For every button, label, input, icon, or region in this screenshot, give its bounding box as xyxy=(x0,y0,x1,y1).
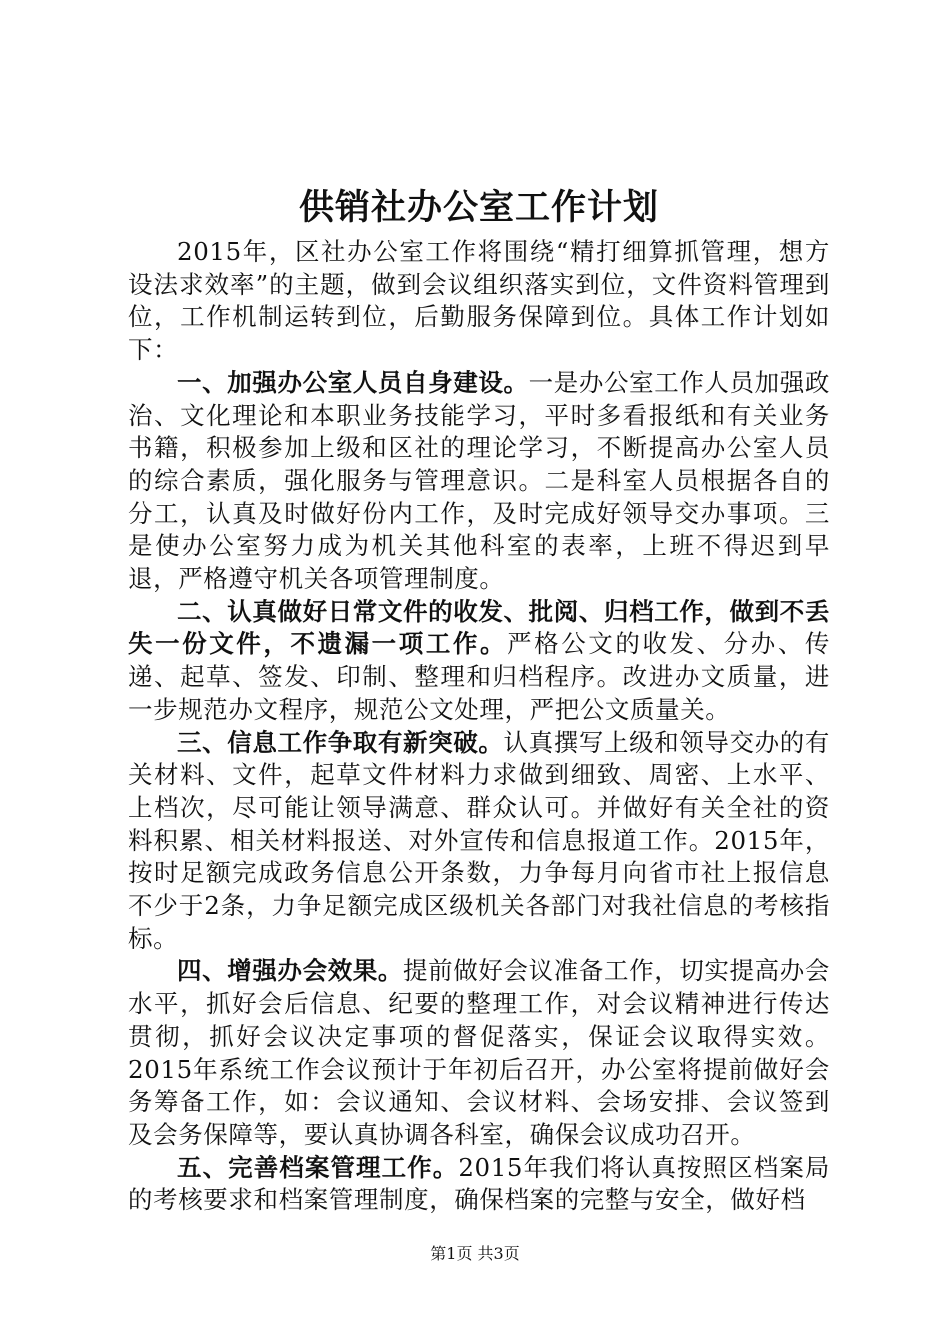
section-heading-2: 二、认真做好日常文件的收发、批阅、归档工作，做到不丢失一份文件，不遗漏一项工作。 xyxy=(128,596,830,659)
intro-paragraph: 2015年，区社办公室工作将围绕“精打细算抓管理，想方设法求效率”的主题，做到会议组织落实到位，文件资料管理到位，工作机制运转到位，后勤服务保障到位。具体工作计划如下： xyxy=(128,237,830,365)
section-heading-3: 三、信息工作争取有新突破。 xyxy=(177,727,504,757)
section-body-1: 一是办公室工作人员加强政治、文化理论和本职业务技能学习，平时多看报纸和有关业务书籍，积极参加上级和区社的理论学习，不断提高办公室人员的综合素质，强化服务与管理意识。二是科室人员根据各自的分工，认真及时做好份内工作，及时完成好领导交办事项。三是使办公室努力成为机关其他科室的表率，上班不得迟到早退，严格遵守机关各项管理制度。 xyxy=(128,367,830,594)
section-body-5: 2015年我们将认真按照区档案局的考核要求和档案管理制度，确保档案的完整与安全，做好档 xyxy=(128,1152,830,1215)
section-paragraph-5 xyxy=(128,1152,830,1217)
section-heading-5: 五、完善档案管理工作。 xyxy=(177,1152,459,1182)
section-paragraph-2 xyxy=(128,596,830,727)
document-page xyxy=(128,182,830,1217)
section-body-3: 认真撰写上级和领导交办的有关材料、文件，起草文件材料力求做到细致、周密、上水平、上档次，尽可能让领导满意、群众认可。并做好有关全社的资料积累、相关材料报送、对外宣传和信息报道工作。2015年，按时足额完成政务信息公开条数，力争每月向省市社上报信息不少于2条，力争足额完成区级机关各部门对我社信息的考核指标。 xyxy=(128,727,830,953)
section-body-4: 提前做好会议准备工作，切实提高办会水平，抓好会后信息、纪要的整理工作，对会议精神进行传达贯彻，抓好会议决定事项的督促落实，保证会议取得实效。2015年系统工作会议预计于年初后召开，办公室将提前做好会务筹备工作，如：会议通知、会议材料、会场安排、会议签到及会务保障等，要认真协调各科室，确保会议成功召开。 xyxy=(128,956,830,1149)
section-paragraph-4 xyxy=(128,955,830,1151)
section-paragraph-1 xyxy=(128,367,830,596)
document-title: 供销社办公室工作计划 xyxy=(298,187,659,228)
page-number-footer: 第1页 共3页 xyxy=(430,1244,520,1263)
section-body-2: 严格公文的收发、分办、传递、起草、签发、印制、整理和归档程序。改进办文质量，进一步规范办文程序，规范公文处理，严把公文质量关。 xyxy=(128,629,830,724)
section-heading-1: 一、加强办公室人员自身建设。 xyxy=(177,367,529,397)
section-paragraph-3 xyxy=(128,727,830,956)
section-heading-4: 四、增强办会效果。 xyxy=(177,956,404,986)
